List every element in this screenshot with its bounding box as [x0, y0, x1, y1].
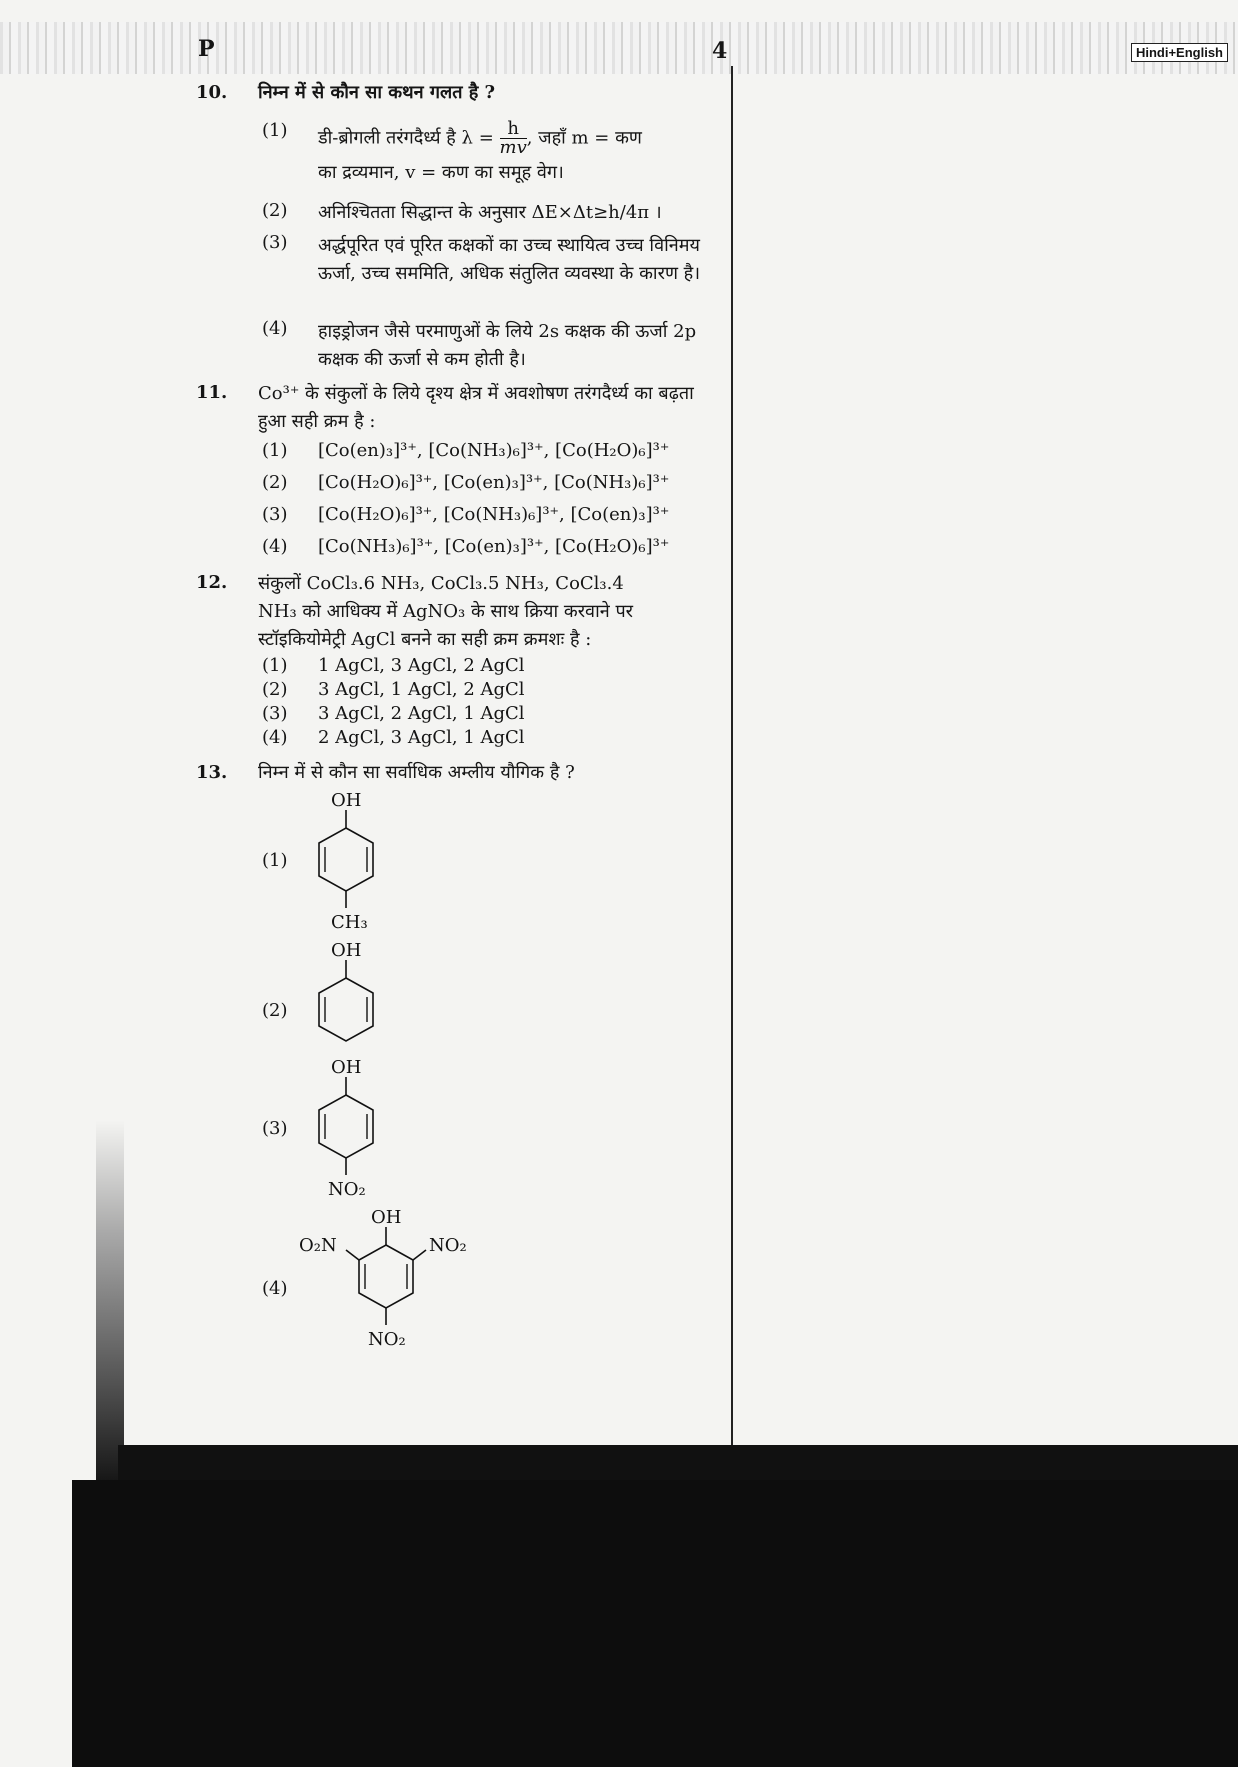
set-code: P	[198, 36, 215, 62]
svg-text:CH₃: CH₃	[331, 912, 368, 933]
svg-text:NO₂: NO₂	[429, 1235, 467, 1256]
scan-shadow	[96, 1120, 124, 1490]
language-badge: Hindi+English	[1131, 43, 1228, 62]
question-number: 10.	[196, 82, 228, 103]
svg-text:NO₂: NO₂	[368, 1329, 406, 1350]
svg-text:O₂N: O₂N	[299, 1235, 337, 1256]
svg-text:OH: OH	[331, 940, 362, 961]
phenol-structure	[296, 938, 416, 1058]
svg-text:OH: OH	[331, 790, 362, 811]
fraction: $\frac{h}{mv}$	[499, 118, 527, 158]
svg-text:OH: OH	[371, 1207, 402, 1228]
picric-acid-structure	[291, 1205, 491, 1365]
svg-text:OH: OH	[331, 1057, 362, 1078]
scan-header-strip	[0, 22, 1238, 74]
svg-text:NO₂: NO₂	[328, 1179, 366, 1200]
p-nitrophenol-structure	[296, 1055, 416, 1205]
p-cresol-structure	[296, 788, 416, 938]
scan-dark-area	[72, 1480, 1238, 1767]
column-divider	[731, 66, 733, 1516]
scan-dark-edge	[118, 1445, 1238, 1485]
question-text: निम्न में से कौन सा कथन गलत है ?	[258, 82, 496, 103]
page-number: 4	[712, 38, 728, 64]
